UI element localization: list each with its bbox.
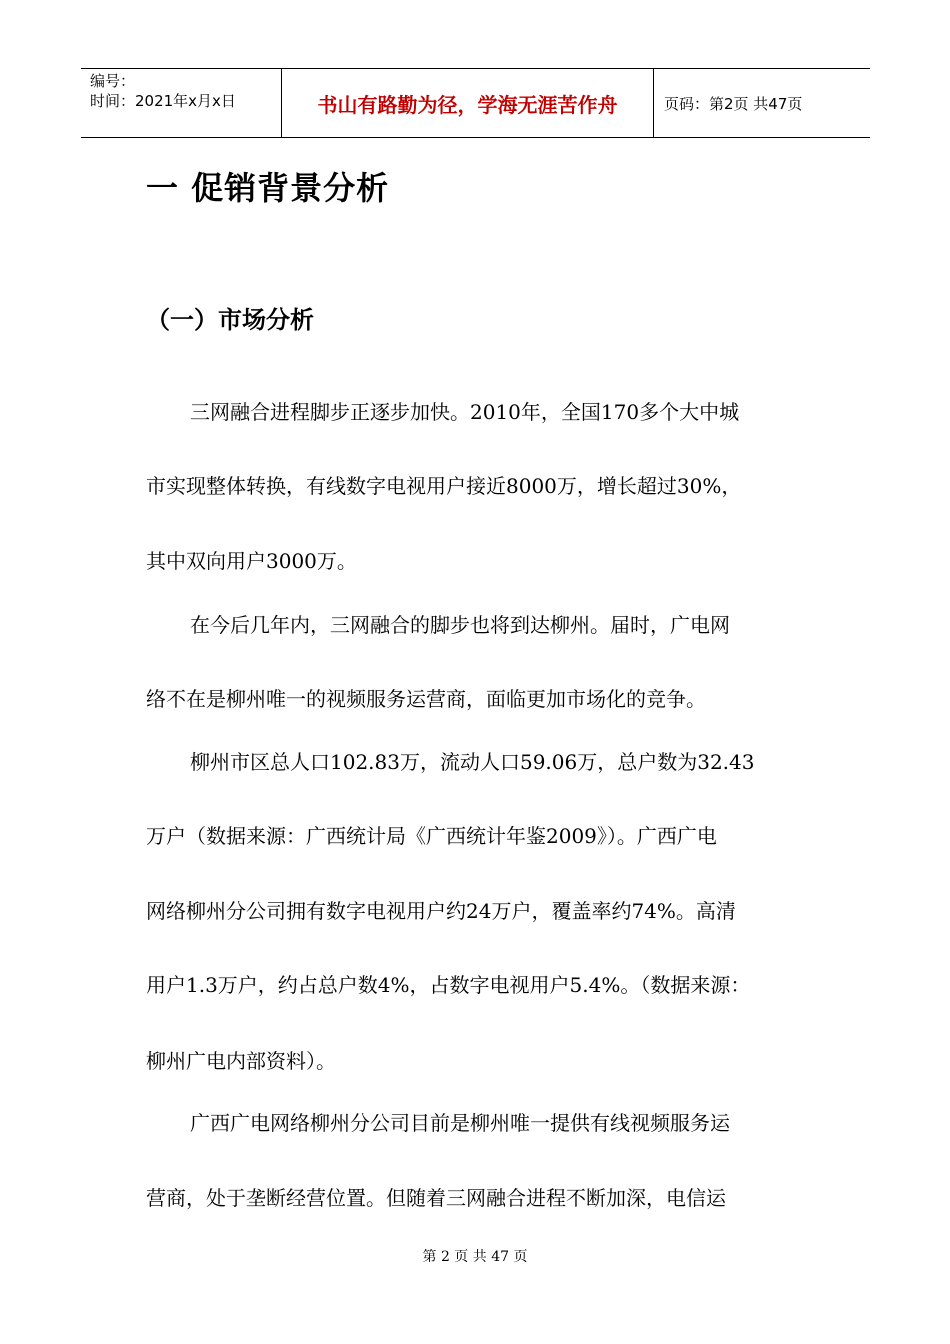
body-line: 市实现整体转换，有线数字电视用户接近8000万，增长超过30%， <box>146 474 742 498</box>
document-header <box>81 68 870 138</box>
body-line: 柳州市区总人口102.83万，流动人口59.06万，总户数为32.43 <box>190 750 755 774</box>
page-footer: 第 2 页 共 47 页 <box>422 1249 528 1265</box>
body-line: 用户1.3万户，约占总户数4%，占数字电视用户5.4%。（数据来源： <box>146 973 751 997</box>
body-line: 三网融合进程脚步正逐步加快。2010年，全国170多个大中城 <box>190 400 740 424</box>
document-number-label: 编号： <box>90 72 136 90</box>
body-line: 广西广电网络柳州分公司目前是柳州唯一提供有线视频服务运 <box>190 1111 730 1135</box>
body-line: 万户（数据来源：广西统计局《广西统计年鉴2009》）。广西广电 <box>146 824 717 848</box>
header-motto: 书山有路勤为径，学海无涯苦作舟 <box>281 69 654 137</box>
body-line: 其中双向用户3000万。 <box>146 549 357 573</box>
document-time-label: 时间：2021年x月x日 <box>90 92 236 110</box>
subsection-title: （一）市场分析 <box>146 306 314 334</box>
body-line: 柳州广电内部资料）。 <box>146 1049 336 1073</box>
body-line: 在今后几年内，三网融合的脚步也将到达柳州。届时，广电网 <box>190 613 730 637</box>
section-title: 一 促销背景分析 <box>146 169 390 207</box>
header-page-info: 页码：第2页 共47页 <box>664 94 803 113</box>
body-line: 营商，处于垄断经营位置。但随着三网融合进程不断加深，电信运 <box>146 1186 726 1210</box>
body-line: 网络柳州分公司拥有数字电视用户约24万户，覆盖率约74%。高清 <box>146 899 736 923</box>
body-line: 络不在是柳州唯一的视频服务运营商，面临更加市场化的竞争。 <box>146 687 706 711</box>
header-meta <box>81 69 281 137</box>
